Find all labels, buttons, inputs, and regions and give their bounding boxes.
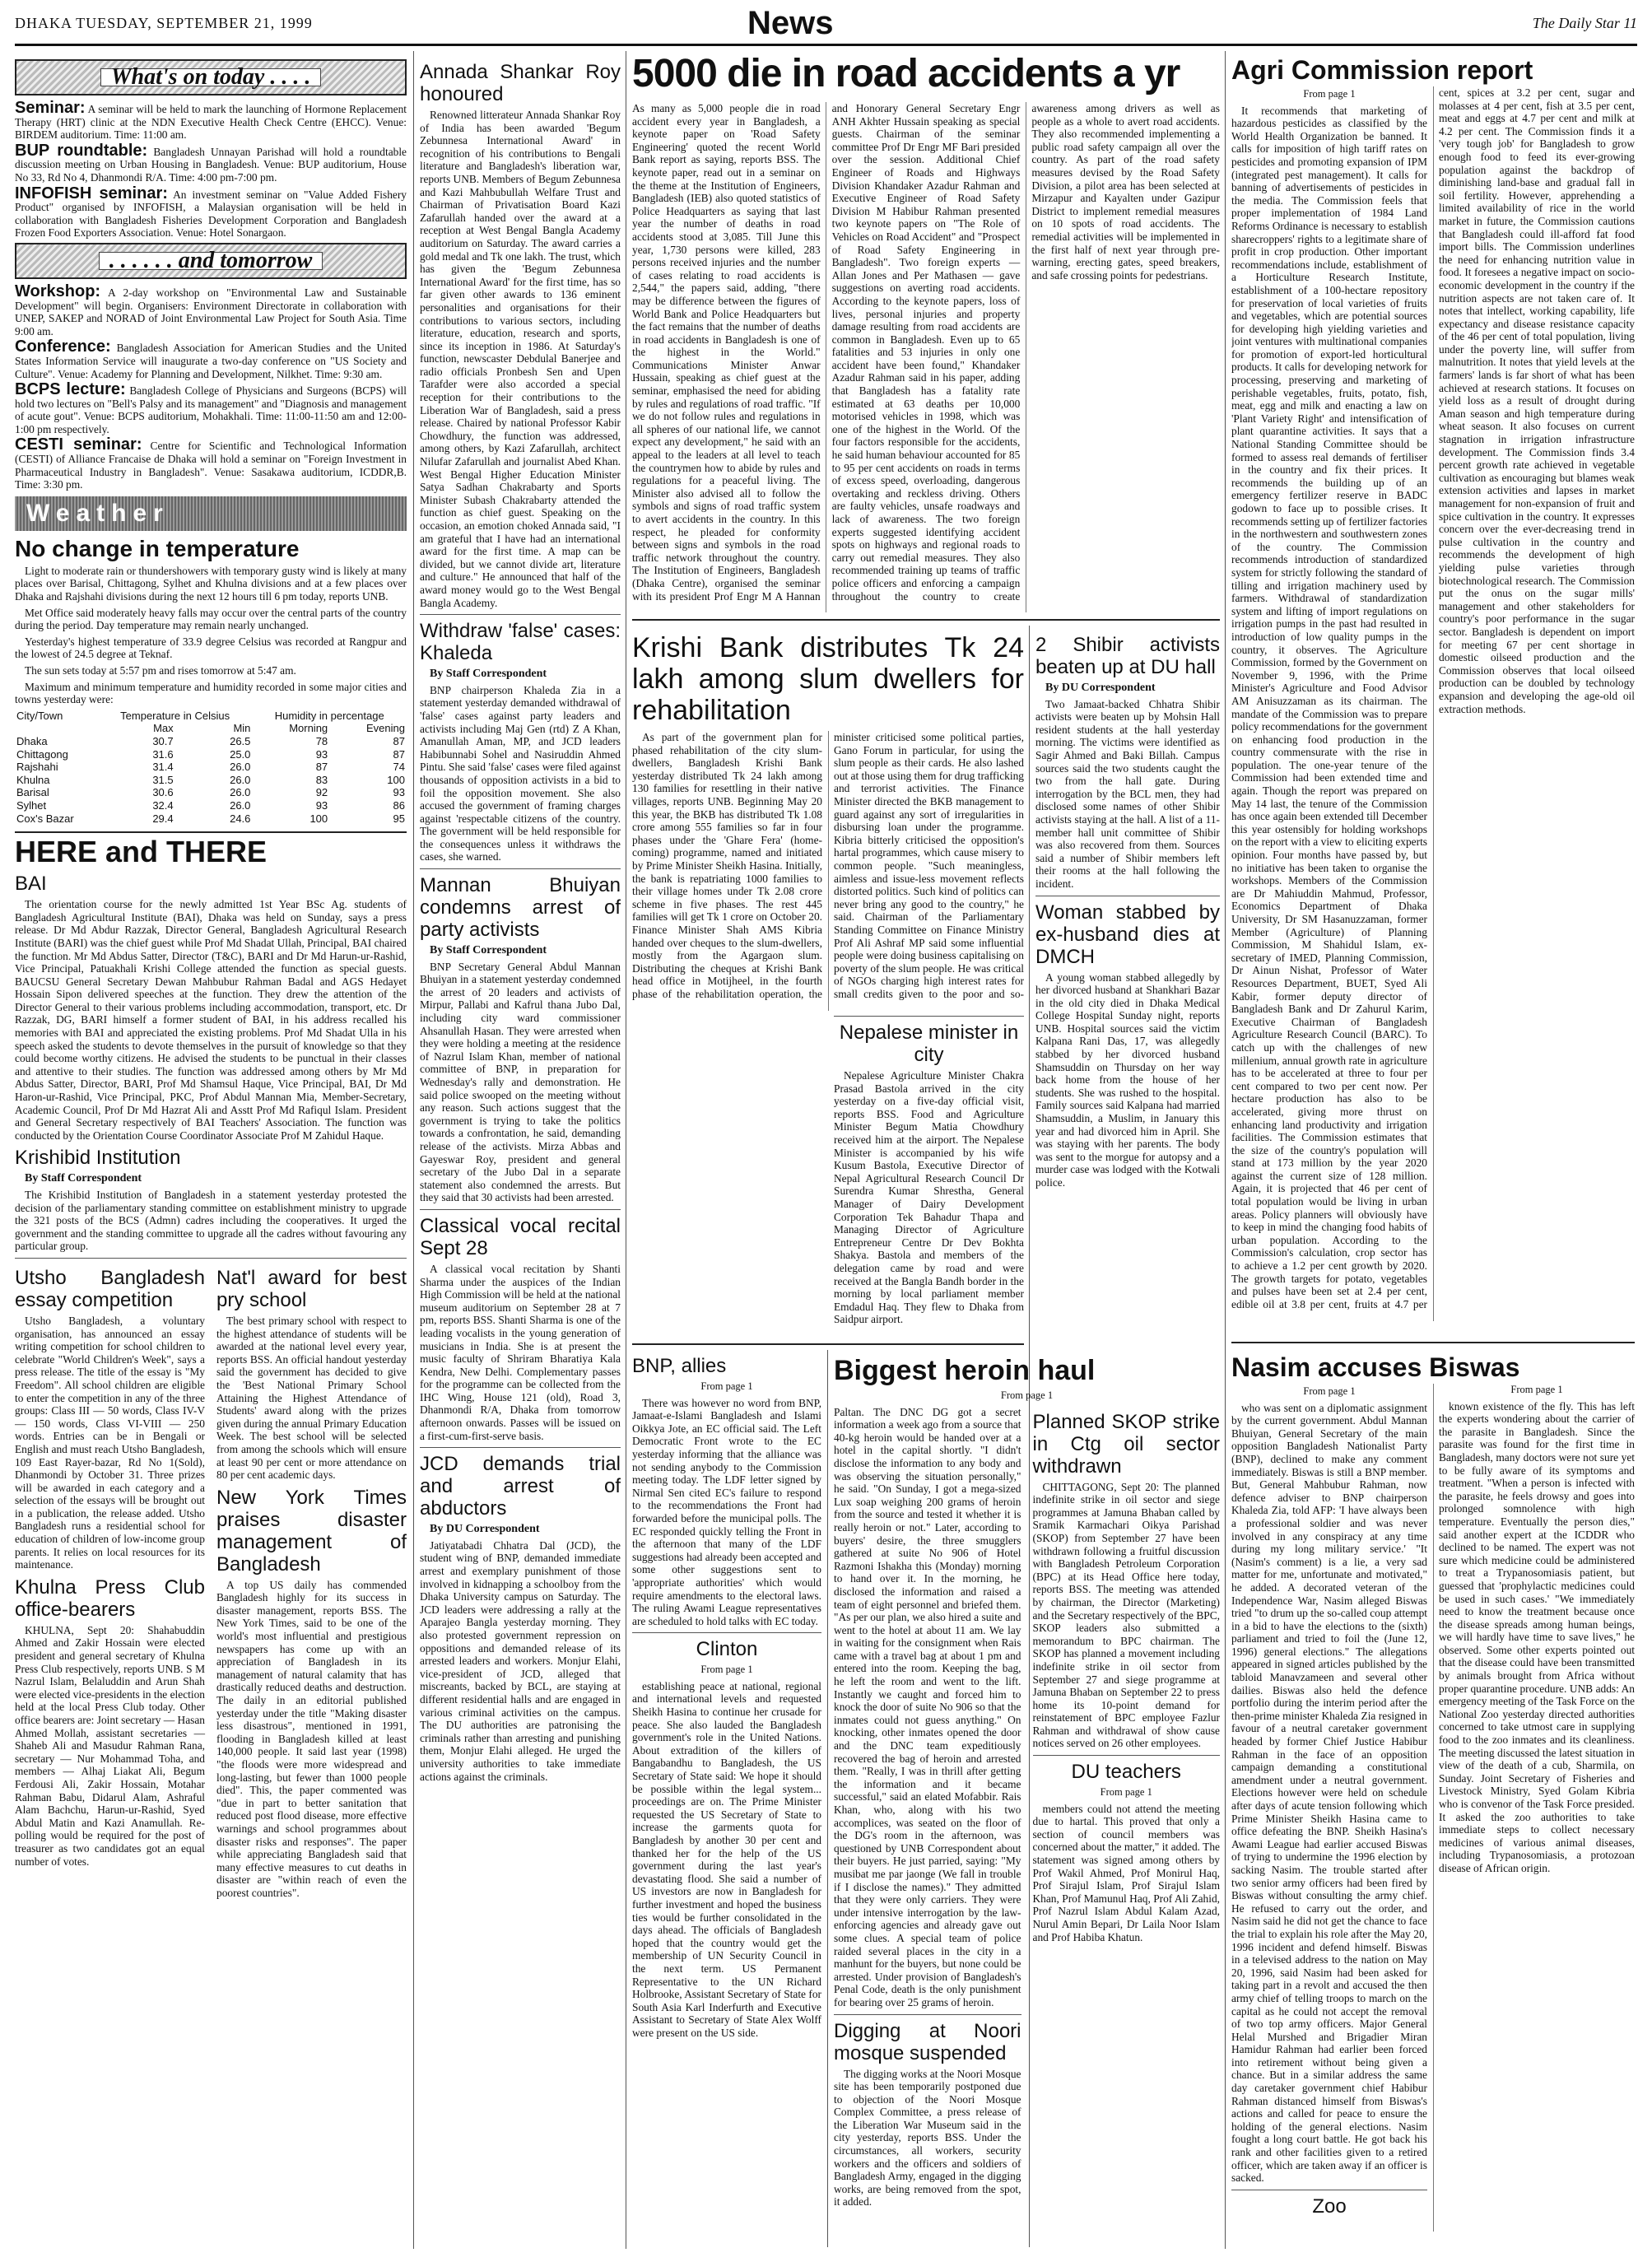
banner-tomorrow xyxy=(15,243,407,279)
table-cell: 26.5 xyxy=(230,734,251,747)
lead-headline: 5000 die in road accidents a yr xyxy=(632,53,1180,95)
table-cell: 95 xyxy=(393,812,405,825)
event-item xyxy=(15,99,407,142)
article-title: Zoo xyxy=(1312,2195,1347,2218)
agri-story xyxy=(1231,53,1635,1338)
article-body: As part of the government plan for phased rehabilitation of the city slum-dwellers, Bangladesh Krishi Bank yesterday distributed Tk 24 lakh among 130 families for resettling in their native villages, reports UNB. Beginning May 20 this year, the BKB has distributed Tk 1.08 crore among 555 families so far in four phases under the 'Ghare Fera' (home-coming) programme, named and initiated by Prime Minister Sheikh Hasina. Initially, the bank is repatriating 1000 families to their village homes under Tk 2.08 crore scheme in five phases. The rest 445 families will get Tk 1 crore on October 20. Finance Minister Shah AMS Kibria handed over cheques to the slum-dwellers, mostly from the Agargaon slum. Distributing the cheques at Krishi Bank head office in Motijheel, in the fourth phase of the rehabilitation operation, the minister criticised some political parties, Gano Forum in particular, for using the slum people as their cards. He also lashed out at those using them for drug trafficking and terrorist activities. The Finance Minister directed the BKB management to guard against any sort of irregularities in disbursing loan under the programme. Kibria bitterly criticised the opposition's hartal programmes, which cause misery to common people. "Such meaningless, aimless and issue-less movement reflects distorted politics. Such kind of politics can never bring any good to the country," he said. Chairman of the Parliamentary Standing Committee on Finance Ministry Prof Ali Ashraf MP said some influential people were doing business capitalising on poverty of the slum people. He was critical of NGOs charging high interest rates for small credits given to the poor and so- xyxy=(632,731,1024,1000)
table-row xyxy=(15,735,407,748)
table-cell: 78 xyxy=(315,734,328,747)
left-subcolumn xyxy=(15,1262,205,1903)
column-rule xyxy=(1225,51,1226,2249)
event-text: Bangladesh Unnayan Parishad will hold a roundtable discussion meeting on Urban Housing in Bangladesh. Venue: BUP auditorium, House No 33, Rd No 4, Dhanmondi R/A. Time: 4:00 pm-7:00 pm. xyxy=(15,145,407,184)
table-cell: Dhaka xyxy=(16,734,48,747)
agri-body-columns xyxy=(1231,86,1635,1321)
heroin-columns xyxy=(834,1406,1220,2212)
article-body: Paltan. The DNC DG got a secret information a week ago from a source that 40-kg heroin would be handed over at a hotel in the capital shortly. "I didn't disclose the information to any body and was observing the situation personally," he said. "On Sunday, I got a mega-sized Lux soap weighing 200 grams of heroin from the source and tested it whether it is really heroin or not." Later, according to buyers' desire, the three smugglers gathered at suite No 906 of Hotel Razmoni Ishakha this (Monday) morning to hand over it. In the morning, he disclosed the information and raised a team of eight personnel and briefed them. "As per our plan, we also hired a suite and went to the hotel at about 11 am. We lay in waiting for the consignment when Rais came with a travel bag at about 1 pm and entered into the room. Keeping the bag, he left the room and went to the lift. Instantly we caught and forced him to knock the door of suite No 906 so that the inmates could not guess anything." On knocking, other inmates opened the door and the DNC team expeditiously recovered the bag of heroin and arrested them. "Really, I was in thrill after getting the information and it became successful," said an elated Mofabbir. Rais Khan, who, along with his two accomplices, was seated on the floor of the DG's room in the afternoon, was questioned by UNB Correspondent about their buyers. He just parried, saying: "My musibat me par jaonge (We fall in trouble if I disclose the names)." They admitted that they were only carriers. They were under intensive interrogation by the law-enforcing agencies and already gave out some clues. A special team of police raided several places in the city in a manhunt for the buyers, but none could be arrested. Under provision of Bangladesh's Penal Code, death is the only punishment for bearing over 25 grams of heroin. xyxy=(834,1405,1021,2008)
article-title: Woman stabbed by ex-husband dies at DMCH xyxy=(1035,901,1220,968)
table-cell: 25.0 xyxy=(230,747,251,761)
column-events xyxy=(15,56,407,2249)
table-cell: 30.7 xyxy=(152,734,174,747)
table-cell: Sylhet xyxy=(16,798,47,812)
event-title: BCPS lecture: xyxy=(15,380,126,399)
krishi-story xyxy=(632,629,1024,1340)
nepal-story xyxy=(834,1022,1024,1326)
article-body: It recommends that marketing of hazardous pesticides as classified by the World Health Organization be banned. It calls for imposition of high tariff rates on pesticides and promoting expansion of IPM (integrated pest management). It calls for banning of advertisements of pesticides in the media. The Commission feels that proper implementation of 1984 Land Reforms Ordinance is necessary to establish sharecroppers' rights to a legitimate share of profit in crop production. Other important recommendations include, establishment of a Horticulture Research Institute, establishment of a 100-hectare repository for preservation of local varieties of fruits and vegetables, which are potential sources for developing high yielding varieties and joint ventures with multinational companies for promotion of export-led horticultural products. It calls for developing network for processing, preserving and marketing of perishable vegetables, fruits, potato, fish, meat, egg and milk and enacting a law on 'Plant Variety Right' and intensification of plant quarantine activities. It says that a National Standing Committee should be formed to assess real demands of fertiliser in the country and fix their prices. It recommends the building up of an emergency fertilizer reserve in BADC godown to face up to possible crises. It recommends setting up of fertilizer factories in the northwestern and southwestern zones of the country. The Commission recommends introduction of standardized system for strictly following the standard of tilling and irrigation machinery used by farmers. Withdrawal of standardization system and lifting of import regulations on irrigation pumps in the past had resulted in introduction of low quality pumps in the country, it observes. The Agriculture Commission, formed by the Government on November 9, 1996, with the Prime Minister's Agriculture and Food Advisor AM Anisuzzaman as its chairman. The mandate of the Commission was to prepare policy recommendations for the government on enhancing food production in the country commensurate with the rise in population. The one-year tenure of the Commission had been extended time and again. Though the report was prepared on May 14 last, the tenure of the Commission has once again been extended till December this year ostensibly for holding workshops on the report with a view to eliciting experts opinion. Four months have passed by, but no initiative has been taken to organise the workshops. Members of the Commission are Dr Mahiuddin Mahmud, Professor, Economics Department of Dhaka University, Dr SM Hasanuzzaman, former Member (Agriculture) of Planning Commission, M Shahidul Islam, ex-secretary of IMED, Planning Commission, Dr Ainun Nishat, Professor of Water Resources Department, BUET, Syed Ali Kabir, former deputy director of Bangladesh Bank and Dr Zahurul Karim, Executive Chairman of Bangladesh Agriculture Research Council (BARC). To catch up with the challenges of new millenium, annual growth rate in agriculture has to be accelerated at three to four per cent compared to two per cent now. Per hectare production has also to be accelerated, giving more thrust on enhancing land productivity and irrigation facilities. The Commission estimates that the size of the country's population will stand at 173 million by the year 2020 against the current size of 128 million. Again, it is projected that 46 per cent of total population would be living in urban areas. Policy planners will obviously have to keep in mind the changing food habits of urban population. According to the Commission's calculation, crop sector has to achieve a 1.2 per cent growth by 2020. The growth targets for potato, vegetables and pulses have been set at 2.4 per cent, edible oil at 3.8 per cent, fruits at 4.7 per cent, spices at 3.2 per cent, sugar and molasses at 4 per cent, fish at 3.5 per cent, meat and eggs at 4.7 per cent and milk at 4.2 per cent. The Commission finds it a 'very tough job' for Bangladesh to grow enough food to feed its ever-growing population against the backdrop of diminishing land-base and gradual fall in soil fertility. However, apprehending a limited availability of rice in the world market in future, the Commission cautions that Bangladesh could ill-afford fat food import bills. The Commission underlines the need for enhancing nutrition value in food. It foresees a negative impact on socio-economic development in the country if the nutrition aspects are not taken care of. It notes that intellect, working capability, life expectancy and disease resistance capacity of the 46 per cent of total population, living under the poverty line, will suffer from malnutrition. It notes that yield levels at the farmers' lands is far short of what has been achieved at research stations. It focuses on yield loss as a result of drought during Aman season and high temperature during wheat season. It also focuses on current stagnation in irrigation infrastructure development. The Commission finds 3.4 percent growth rate achieved in vegetable cultivation as encouraging but blames weak extension activities and lapses in market management for non-expansion of fruit and spice cultivation in the country. It expresses concern over the ever-decreasing trend in pulse cultivation in the country and recommends the development of high yielding pulse varieties through biotechnological research. The Commission put the onus on the sugar mills' management and other stakeholders for country's poor performance in the sugar sector. Bangladesh is dependent on import for meeting 67 per cent shortage in domestic oilseed production and the Commission observes that local oilseed production can be doubled by technology expansion and developing the age-old oil extraction methods. xyxy=(1231,86,1635,1310)
table-cell: 31.5 xyxy=(152,773,174,786)
article-body: known existence of the fly. This has left the experts wondering about the carrier of the parasite in Bangladesh. Since the parasite was found for the first time in Bangladesh, many doctors were not sure yet to be fully aware of its symptoms and treatment. "When a person is infected with the parasite, he feels drowsy and goes into prolonged somnolence with high temperature. Eventually the person dies," said another expert at the ICDDR who declined to be named. The expert was not sure which medicine could be administered to treat a Trypanosomiasis patient, but guessed that 'prophylactic medicines could be used in such cases.' "We immediately need to know the treatment because once the disease spreads among human beings, we will hardly have time to save lives," he observed. Some other experts pointed out that the disease could have been transmitted by animals brought from Africa without proper quarantine procedure. UNB adds: An emergency meeting of the Task Force on the National Zoo yesterday directed authorities concerned to take utmost care in supplying food to the zoo inmates and its cleanliness. The meeting discussed the latest situation in view of the death of a cub, Sharmila, on Sunday. Joint Secretary of Fisheries and Livestock Ministry, Syed Golam Kibria who is convenor of the Task Force presided. It asked the zoo authorities to take immediate steps to collect necessary medicines of various animal diseases, including Trypanosomiasis, a protozoan disease of African origin. xyxy=(1439,1399,1635,1874)
column-rule xyxy=(413,51,414,2249)
table-cell: 26.0 xyxy=(230,798,251,812)
table-header-cell: Max xyxy=(153,722,174,735)
article-body: Jatiyatabadi Chhatra Dal (JCD), the student wing of BNP, demanded immediate arrest and exemplary punishment of those involved in kidnapping a schoolboy from the Dhaka University campus on Saturday. The JCD leaders were addressing a rally at the Aparajeo Bangla yesterday morning. They also protested government repression on oppositions and demanded release of its arrested leaders and workers. Monjur Elahi, vice-president of JCD, alleged that miscreants, backed by BCL, are staying at different residential halls and are engaged in various criminal activities on the campus. The DU authorities are patronising the criminals rather than arresting and punishing them, Monjur Elahi alleged. He urged the university authorities to take immediate actions against the criminals. xyxy=(420,1538,621,1783)
table-header-cell: Morning xyxy=(289,722,328,735)
article-title: BAI xyxy=(15,873,47,896)
jump-line: From page 1 xyxy=(1303,1385,1356,1397)
article-body: KHULNA, Sept 20: Shahabuddin Ahmed and Zakir Hossain were elected president and general secretary of Khulna Press Club respectively, reports UNB. S M Nazrul Islam, Belaluddin and Arun Shah were elected vice-presidents in the election held at the local Press Club today. Other office bearers are: Joint secretary — Hasan Ahmed Mollah, assistant secretaries — Shaheb Ali and Masudur Rahman Rana, secretary — Nur Mohammad Toha, and members — Alhaj Liakat Ali, Begum Ferdousi Ali, Zakir Hossain, Motahar Rahman Babu, Didarul Alam, Ashraful Alam Bachchu, Harun-ur-Rashid, Syed Abdul Matin and Kazi Anamullah. Re-polling would be required for the post of treasurer as two candidates got an equal number of votes. xyxy=(15,1623,206,1868)
article-body: A classical vocal recitation by Shanti Sharma under the auspices of the Indian High Commission will be held at the national museum auditorium on September 28 at 7 pm, reports BSS. Shanti Sharma is one of the leading vocalists in the young generation of musicians in India. She is at present the music faculty of Shriram Bharatiya Kala Kendra, New Delhi. Complementary passes for the programme can be collected from the IHC Wing, House 121 (old), Road 3, Dhanmondi R/A, Dhaka from tomorrow afternoon onwards. Passes will be issued on a first-cum-first-serve basis. xyxy=(420,1262,621,1442)
article-body: A young woman stabbed allegedly by her divorced husband at Shankhari Bazar in the old city died in Dhaka Medical College Hospital Sunday night, reports UNB. Hospital sources said the victim Kalpana Rani Das, 17, was allegedly stabbed by her divorced husband Shamsuddin on Thursday on her way back home from the house of her students. She was rushed to the hospital. Family sources said Kalpana had married Shamsuddin, a Muslim, in January this year and had divorced him in April. She was staying with her parents. The body was sent to the morgue for autopsy and a murder case was lodged with the Kotwali police. xyxy=(1035,970,1220,1189)
event-text: Bangladesh Association for American Studies and the United States Information Service will inaugurate a two-day conference on "US Society and Culture". Venue: Academy for Planning and Development, Nilkhet. Time: 9:30 am. xyxy=(15,342,407,380)
table-cell: 86 xyxy=(393,798,405,812)
jump-line: From page 1 xyxy=(1100,1786,1152,1799)
article-body: A top US daily has commended Bangladesh highly for its success in disaster management, reports BSS. The New York Times, said to be one of the world's most influential and prestigious newspapers has come up with an appreciation of Bangladesh in its management of natural calamity that has drastically reduced deaths and destruction. The daily in an editorial published yesterday under the title "Making disaster less disastrous", mentioned in 1991, flooding in Bangladesh killed at least 140,000 people. It said last year (1998) "the floods were more widespread and long-lasting, but fewer than 1000 people died". This, the paper commented was "due in part to better sanitation that reduced post flood disease, more effective warnings and school programmes about disaster risks and responses". The paper while appreciating Bangladesh said that many effective measures to cut deaths in disaster are "within reach of even the poorest countries". xyxy=(216,1578,407,1899)
dateline: DHAKA TUESDAY, SEPTEMBER 21, 1999 xyxy=(15,15,313,31)
article-body: The best primary school with respect to the highest attendance of students will be awarded at the national level every year, reports BSS. An official handout yesterday said the government has decided to give the 'Best National Primary School Attaining the Highest Attendance of Students' award along with the prizes given during the annual Primary Education Week. The best school will be selected from among the schools which will ensure at least 90 per cent or more attendance on 80 per cent academic days. xyxy=(216,1314,407,1482)
event-text: A seminar will be held to mark the launching of Hormone Replacement Therapy (HRT) clinic at the NDN Executive Health Check Centre (EHCC). Venue: BIRDEM auditorium. Time: 11:00 am. xyxy=(15,103,407,142)
table-cell: 87 xyxy=(315,761,328,774)
table-cell: 74 xyxy=(393,761,405,774)
byline: By DU Correspondent xyxy=(430,1523,540,1536)
article-body: The Krishibid Institution of Bangladesh in a statement yesterday protested the decision of the parliamentary standing committee on establishment ministry to upgrade the 321 posts of the BCS (Admn) cadres including the cooperatives. It urged the government and the standing committee to upgrade all the cadres without favouring any particular group. xyxy=(15,1189,407,1253)
table-header-cell: Temperature in Celsius xyxy=(120,709,230,722)
event-item xyxy=(15,337,407,380)
jump-line: From page 1 xyxy=(1000,1389,1054,1401)
jump-line: From page 1 xyxy=(700,1664,753,1676)
table-cell: 24.6 xyxy=(230,812,251,825)
jump-line: From page 1 xyxy=(1510,1384,1563,1395)
banner-tomorrow-label: . . . . . . and tomorrow xyxy=(99,252,323,270)
table-row xyxy=(15,761,407,774)
byline: By DU Correspondent xyxy=(1045,682,1156,694)
article-body: members could not attend the meeting due to hartal. This proved that only a section of council members was concerned about the matter," it added. The statement was signed among others by Prof Wakil Ahmed, Prof Monirul Haq, Prof Sirajul Islam, Prof Sirajul Islam Khan, Prof Mamunul Haq, Prof Ali Zahid, Prof Nazrul Islam Abdul Kalam Azad, Nurul Amin Bepari, Dr Laila Noor Islam and Prof Habiba Khatun. xyxy=(1032,1802,1220,1943)
table-cell: 100 xyxy=(309,812,328,825)
table-cell: Cox's Bazar xyxy=(16,812,74,825)
masthead xyxy=(15,5,1637,46)
event-text: Centre for Scientific and Technological Information (CESTI) of Alliance Francaise de Dhaka will hold a seminar on "Foreign Investment in Pharmaceutical Industry in Bangladesh". Venue: Sasakawa auditorium, ICDDR,B. Time: 3:30 pm. xyxy=(15,440,407,491)
article-title: 2 Shibir activists beaten up at DU hall xyxy=(1035,634,1220,678)
event-text: An investment seminar on "Value Added Fishery Product" organised by INFOFISH, a Malaysian organisation will be held in collaboration with Bangladesh Fisheries Development Corporation and Bangladesh Frozen Food Exporters Association. Venue: Hotel Sonargaon. xyxy=(15,188,407,240)
event-text: Bangladesh College of Physicians and Surgeons (BCPS) will hold two lectures on "Bell's Palsy and its management" and "Diagnosis and management of acute gout". Venue: BCPS auditorium, Mohakhali. Time: 11:00-11:50 am and 12:00-1:00 pm respectively. xyxy=(15,384,407,435)
table-cell: 26.0 xyxy=(230,786,251,799)
article-body: Nepalese Agriculture Minister Chakra Prasad Bastola arrived in the city yesterday on a five-day official visit, reports BSS. Food and Agriculture Minister Begum Matia Chowdhury received him at the airport. The Nepalese Minister is accompanied by his wife Kusum Bastola, Executive Director of Nepal Agricultural Research Council Dr Surendra Kumar Shrestha, General Manager of Dairy Development Corporation Tek Bahadur Thapa and Managing Director of Agriculture Entrepreneur Centre Dr Dev Bokhta Shakya. Bastola and members of the delegation came by road and were received at the Bangla Bandh border in the morning by local parliament member Emdadul Haq. They flew to Dhaka from Saidpur airport. xyxy=(834,1069,1024,1326)
lead-body-columns xyxy=(632,102,1220,612)
jump-line: From page 1 xyxy=(1303,88,1356,100)
section-rule xyxy=(1231,1342,1635,1343)
article-body: Renowned litterateur Annada Shankar Roy of India has been awarded 'Begum Zebunnesa International Award' in recognition of his contributions to Bengali literature and Bangladesh's liberation war, reports UNB. Members of Begum Zebunnesa and Kazi Mahbubullah Welfare Trust and Chairman of Privatisation Board Kazi Zafarullah handed over the award at a reception at West Bengal Bangla Academy auditorium on Saturday. The award carries a gold medal and Tk one lakh. The trust, which has given the 'Begum Zebunnesa International Award' for the first time, has so far given other awards to 136 eminent personalities and organisations for their contributions to various sectors, including literature, education, research and sports, since its inception in 1986. At Saturday's function, newscaster Debdulal Banerjee and radio officials Pronbesh Sen and Upen Tarafder were also accorded a special reception for their contributions to the Liberation War of Bangladesh, said a press release. Chaired by national Professor Kabir Chowdhury, the function was addressed, among others, by Kazi Zafarullah, architect Nilufar Zafarullah and journalist Abed Khan. West Bengal Higher Education Minister Satya Sadhan Chakrabarty and Sports Minister Subash Chakrabarty attended the function as chief guest. Speaking on the occasion, an emotion choked Annada said, "I am grateful that I have had an international award for the first time. A map can be divided, but we cannot divide art, literature and culture." He announced that half of the award money would go to the West Bengal Bangla Academy. xyxy=(420,109,621,609)
weather-band: Weather xyxy=(15,496,407,531)
table-cell: 32.4 xyxy=(152,798,174,812)
lead-story xyxy=(632,53,1220,616)
article-body: establishing peace at national, regional and international levels and requested Sheikh Hasina to continue her crusade for peace. She also lauded the Bangladesh government's role in the United Nations. About extradition of the killers of Bangabandhu to Bangladesh, the US Secretary of State said: We hope it should be possible within the legal system... proceedings are on. The Prime Minister requested the US Secretary of State to increase the garments quota for Bangladesh by another 30 per cent and thanked her for the help of the US government during the last year's devastating flood. She said a number of US investors are now in Bangladesh for further investment and hoped the business ties would be further consolidated in the days ahead. The officials of Bangladesh hoped that the country would get the membership of UN Security Council in the next term. US Permanent Representative to the UN Richard Holbrooke, Assistant Secretary of State for South Asia Karl Inderfurth and Executive Assistant to Secretary of State Alex Wolff were present on the US side. xyxy=(632,1679,821,2039)
article-headline: Biggest heroin haul xyxy=(834,1355,1096,1386)
event-item xyxy=(15,184,407,240)
table-cell: 83 xyxy=(315,773,328,786)
table-cell: 26.0 xyxy=(230,761,251,774)
weather-para: Light to moderate rain or thundershowers with temporary gusty wind is likely at many places over Barisal, Chittagong, Sylhet and Khulna divisions and at a few places over Dhaka and Rajshahi divisions during the next 12 hours till 6 pm today, reports UNB. xyxy=(15,564,407,603)
article-body: There was however no word from BNP, Jamaat-e-Islami Bangladesh and Islami Oikkya Jote, an EC official said. The Left Democratic Front wrote to the EC yesterday informing that the alliance was not sending anybody to the Commission meeting today. The LDF letter signed by Nirmal Sen cited EC's failure to respond to the recommendations the Front had forwarded before the municipal polls. The EC responded quickly telling the Front in the afternoon that many of the LDF suggestions had already been accepted and some other suggestions sent to 'appropriate authorities' which would require amendments to the electoral laws. The ruling Awami League representatives are scheduled to hold talks with EC today. xyxy=(632,1396,821,1627)
article-headline: Agri Commission report xyxy=(1231,55,1533,85)
article-body: BNP chairperson Khaleda Zia in a statement yesterday demanded withdrawal of 'false' cases against party leaders and activists including Maj Gen (rtd) Z A Khan, Amanullah Aman, MP, and JCD leaders Habibunnabi Sohel and Nasiruddin Ahmed Pintu. She said 'false' cases were filed against thousands of opposition activists in a bid to foil the opposition movement. She also accused the government of framing charges against 'respectable citizens of the country. The government will be held responsible for the consequences unless it withdraws the cases, she warned. xyxy=(420,683,621,863)
table-cell: 31.6 xyxy=(152,747,174,761)
weather-para: Met Office said moderately heavy falls may occur over the central parts of the country during the period. Day temperature may remain nearly unchanged. xyxy=(15,606,407,632)
weather-para: Yesterday's highest temperature of 33.9 degree Celsius was recorded at Rangpur and the lowest of 24.5 degree at Teknaf. xyxy=(15,635,407,661)
event-item xyxy=(15,380,407,435)
article-title: DU teachers xyxy=(1071,1761,1181,1784)
column-bnp xyxy=(632,1350,821,2247)
event-title: INFOFISH seminar: xyxy=(15,184,168,202)
article-title: Digging at Noori mosque suspended xyxy=(834,2019,1021,2064)
table-header xyxy=(15,710,407,723)
table-cell: 92 xyxy=(315,786,328,799)
event-item xyxy=(15,141,407,184)
article-body: Utsho Bangladesh, a voluntary organisation, has announced an essay writing competition for school children to celebrate "World Children's Week", says a press release. The title of the essay is "My Freedom". All school children are eligible to enter the competition in any of the three groups: Class III — 50 words, Class IV-V — 150 words, Class VI-VIII — 250 words. Entries can be in Bengali or English and must reach Utsho Bangladesh, 109 East Rayer-bazar, Rd No 1(Sold), Dhanmondi by October 31. Three prizes will be awarded in each category and a selection of the essays will be brought out in a publication, the release added. Utsho Bangladesh runs a residential school for education of children of low-income group parents. It relies on local resources for its maintenance. xyxy=(15,1314,205,1571)
event-item xyxy=(15,282,407,337)
event-title: Seminar: xyxy=(15,99,86,117)
right-subcolumn xyxy=(1033,1406,1221,2212)
section-title: News xyxy=(747,5,834,41)
article-title: Nat'l award for best pry school xyxy=(216,1266,407,1311)
article-title: Planned SKOP strike in Ctg oil sector withdrawn xyxy=(1032,1410,1220,1478)
table-cell: Barisal xyxy=(16,786,49,799)
event-title: Conference: xyxy=(15,337,111,356)
twin-columns xyxy=(15,1262,407,1903)
event-title: BUP roundtable: xyxy=(15,141,148,160)
article-body: The orientation course for the newly admitted 1st Year BSc Ag. students of Bangladesh Agricultural Institute (BAI), Dhaka was held on Sunday, says a press release. Dr Md Abdur Razzak, Director General, Bangladesh Agricultural Research Institute (BARI) was the chief guest while Prof Md Shadat Ullah, Principal, BAI chaired the function. Mr Md Abdus Satter, Director (T&C), BARI and Dr Md Harun-ur-Rashid, Vice Principal, Patuakhali Krishi College attended the function as special guests. BAUCSU General Secretary Dewan Mahbubur Rahman Badal and AGS Hedayet Hossain Sipon delivered speeches at the function. They drew the attention of the Director General to their various problems including accommodation, transport, etc. Dr Razzak, DG, BARI himself a former student of BAI, in his address recalled his memories with BAI and appreciated the existing problems. Prof Md Shadat Ulla in his speech asked the students to devote themselves in the pursuit of knowledge so that they could become worthy citizens. He advised the students to be punctual in their classes and attentive to their studies. The function was addressed among others by Mr Md Abdus Satter, Director, BARI, Prof Md Shamsul Haque, Vice Principal, BAI, Dr Md Haron-ur-Rashid, Vice Principal, PKC, Prof Abdul Mannan Mia, Member-Secretary, Academic Council, Prof Dr Md Hazrat Ali and Asstt Prof Md Rafiqul Islam. President and General Secretary respectively of BAI Teachers' Association. The function was conducted by the Orientation Course Coordinator Associate Prof M Zahidul Haque. xyxy=(15,898,407,1142)
jump-line: From page 1 xyxy=(700,1380,753,1392)
weather-para: Maximum and minimum temperature and humidity recorded in some major cities and towns yesterday were: xyxy=(15,680,407,706)
krishi-body-columns xyxy=(632,731,1024,1011)
table-header-cell: Humidity in percentage xyxy=(274,709,384,722)
banner-today xyxy=(15,59,407,95)
article-title: Clinton xyxy=(696,1638,758,1661)
paper-name: The Daily Star 11 xyxy=(1532,15,1637,31)
table-row xyxy=(15,786,407,799)
column-second xyxy=(420,56,621,2249)
table-row xyxy=(15,812,407,826)
article-title: Classical vocal recital Sept 28 xyxy=(420,1214,621,1259)
table-subheader xyxy=(15,722,407,735)
table-cell: Khulna xyxy=(16,773,50,786)
weather-para: The sun sets today at 5:57 pm and rises tomorrow at 5:47 am. xyxy=(25,664,296,677)
article-body: Two Jamaat-backed Chhatra Shibir activists were beaten up by Mohsin Hall resident students at the hall yesterday morning. The victims were identified as Sagir Ahmed and Baki Billah. Campus sources said the two students caught the two from the hall gate. During interrogation by the BCL men, they had disclosed some names of other Shibir activists staying at the hall. A list of a 11-member hall unit committee of Shibir was also recovered from them. Sources said a number of Shibir members left their rooms at the hall following the incident. xyxy=(1035,697,1220,890)
table-cell: 87 xyxy=(393,747,405,761)
table-cell: 93 xyxy=(315,798,328,812)
table-cell: 93 xyxy=(393,786,405,799)
nasim-story xyxy=(1231,1350,1635,2247)
table-row xyxy=(15,799,407,812)
article-body: CHITTAGONG, Sept 20: The planned indefinite strike in oil sector and siege programmes at Jamuna Bhaban called by Sramik Karmachari Oikya Parishad (SKOP) from September 27 have been withdrawn following a fruitful discussion with Bangladesh Petroleum Corporation (BPC) at its Head Office here today, reports BSS. The meeting was attended by chairman, the Director (Marketing) and the Secretary respectively of the BPC, SKOP leaders also submitted a memorandum to BPC chairman. The SKOP has planned a movement including indefinite strike in oil sector from September 27 and siege programme at Jamuna Bhaban on September 22 to press home its 10-point demand for reinstatement of BPC employee Fazlur Rahman and withdrawal of show cause notices served on 26 other employees. xyxy=(1032,1480,1220,1750)
weather-table xyxy=(15,710,407,825)
left-subcolumn xyxy=(834,1406,1021,2212)
article-title: Khulna Press Club office-bearers xyxy=(15,1575,205,1621)
here-there-title: HERE and THERE xyxy=(15,835,268,869)
table-header-cell: City/Town xyxy=(16,709,63,722)
table-cell: Chittagong xyxy=(16,747,68,761)
event-title: Workshop: xyxy=(15,282,101,300)
article-title: New York Times praises disaster management of Bangladesh xyxy=(216,1486,407,1575)
table-row xyxy=(15,774,407,787)
table-header-cell: Min xyxy=(233,722,251,735)
weather-headline: No change in temperature xyxy=(15,535,300,561)
byline: By Staff Correspondent xyxy=(430,944,547,957)
article-title: Annada Shankar Roy honoured xyxy=(420,61,621,105)
article-headline: Nasim accuses Biswas xyxy=(1231,1352,1520,1382)
section-rule xyxy=(632,1343,1024,1345)
article-title: Nepalese minister in city xyxy=(839,1022,1019,1066)
article-title: Withdraw 'false' cases: Khaleda xyxy=(420,620,621,665)
article-body: BNP Secretary General Abdul Mannan Bhuiyan in a statement yesterday condemned the arrest of 20 leaders and activists of Mirpur, Pallabi and Kafrul thana Jubo Dal, including city ward commissioner Ahsanullah Hasan. They were arrested when they were holding a meeting at the residence of Nazrul Islam Khan, member of national committee of BNP, in preparation for Wednesday's rally and demonstration. He said police swooped on the meeting without any reason. Such actions suggest that the government is trying to take the politics towards a confrontation, he said, demanding release of the activists. Mirza Abbas and Gayeswar Roy, president and general secretary of the Jubo Dal in a separate statement also condemned the arrests. But they said that 30 activists had been arrested. xyxy=(420,960,621,1204)
table-header-cell xyxy=(15,722,98,735)
table-row xyxy=(15,748,407,761)
article-title: JCD demands trial and arrest of abductors xyxy=(420,1453,621,1520)
table-cell: 30.6 xyxy=(152,786,174,799)
column-shibir xyxy=(1035,629,1220,1340)
table-cell: 87 xyxy=(393,734,405,747)
table-cell: 29.4 xyxy=(152,812,174,825)
banner-today-label: What's on today . . . . xyxy=(100,68,322,86)
article-title: BNP, allies xyxy=(632,1355,727,1377)
column-rule xyxy=(827,1350,828,2247)
right-subcolumn xyxy=(216,1262,407,1903)
article-body: who was sent on a diplomatic assignment by the current government. Abdul Mannan Bhuiyan, General Secretary of the main opposition Bangladesh Nationalist Party (BNP), declined to make any comment immediately. Biswas is still a BNP member. But, General Mahbubur Rahman, now defence adviser to BNP chairperson Khaleda Zia, told AFP: 'I have always been a professional soldier and was never involved in any conspiracy at any time during my long military service.' "It (Nasim's comment) is a lie, a very sad matter for me, unfortunate and motivated," he added. A decorated veteran of the Independence War, Nasim alleged Biswas tried "to drum up the so-called coup attempt in a bid to have the elections to the (sixth) parliament and tried to foil the (June 12, 1996) general elections." The allegations appeared in signed articles published by the tabloid Manavzameen and several other dailies. Biswas also held the defence portfolio during the interim period after the then-prime minister Khaleda Zia resigned in favour of a neutral caretaker government headed by former Chief Justice Habibur Rahman in the face of an opposition campaign demanding a constitutional amendment under a neutral government. Elections however were held on schedule after days of acute tension following which Prime Minister Sheikh Hasina came to office defeating the BNP. Sheikh Hasina's Awami League had earlier accused Biswas of trying to undermine the 1996 election by sacking Nasim. The trouble started after two senior army officers had been fired by Biswas without consulting the army chief. He refused to carry out the order, and Nasim said he did not get the chance to face the trial to explain his role after the May 20, 1996 incident and defend himself. Biswas in a televised address to the nation on May 20, 1996, said Nasim had been asked for taking part in a revolt and accused the then army chief of telling troops to march on the capital as he could not accept the removal of two top army officers. Major General Helal Murshed and Brigadier Miran Hamidur Rahman had earlier been forced into retirement without being given a chance. But in a similar address the same day caretaker government chief Habibur Rahman distanced himself from Biswas's actions and called for peace to ensure the holding of the general elections. Nasim fought a long court battle. He got back his rank and other facilities given to a retired officer, which are taken away if an officer is sacked. xyxy=(1231,1401,1427,2185)
byline: By Staff Correspondent xyxy=(430,668,547,681)
article-title: Utsho Bangladesh essay competition xyxy=(15,1266,205,1311)
table-cell: 100 xyxy=(387,773,405,786)
heroin-story xyxy=(834,1350,1220,2247)
nasim-body-columns xyxy=(1231,1384,1635,2232)
article-body: As many as 5,000 people die in road accident every year in Bangladesh, a keynote paper on 'Road Safety Engineering' quoted the recent World Bank report as saying, reports BSS. The keynote paper, read out in a seminar on the theme at the Institution of Engineers, Bangladesh (IEB) also quoted statistics of Police Headquarters as saying that last year the number of deaths in road accidents stood at 3,085. Till June this year, 1,730 persons were killed, 283 persons received injuries and the number of cases relating to road accidents is 2,544," the papers said, adding, "there may be difference between the figures of World Bank and Police Headquarters but the fact remains that the number of deaths in road accidents in Bangladesh is one of the highest in the World." Communications Minister Anwar Hussain, speaking as chief guest at the seminar, emphasised the need for abiding by rules and regulations of road traffic. "If we do not follow rules and regulations in all spheres of our national life, we cannot expect any development," he said with an appeal to the leaders at all level to teach the countrymen how to abide by rules and regulations for a peaceful living. The Minister also advised all to follow the symbols and signs of road traffic system to avert accidents in the country. In this respect, he pleaded for conformity between signs and symbols in the road traffic network throughout the country. The Institution of Engineers, Bangladesh (Dhaka Centre), organised the seminar with its president Prof Engr M A Hannan and Honorary General Secretary Engr ANH Akhter Hussain speaking as special guests. Chairman of the seminar committee Prof Dr Engr MF Bari presided over the session. Additional Chief Engineer of Roads and Highways Division Khandaker Azadur Rahman and Executive Engineer of Road Safety Division M Habibur Rahman presented two keynote papers on "The Role of Vehicles on Road Accident" and "Prospect of Road Safety Engineering in Bangladesh". Two foreign experts — Allan Jones and Per Mathasen — gave suggestions on averting road accidents. According to the keynote papers, loss of lives, personal injuries and property damage resulting from road accidents are common in Bangladesh. Even up to 65 fatalities and 53 injuries in only one accident have been found," Khandaker Azadur Rahman said in his paper, adding that Bangladesh has a fatality rate estimated at 63 deaths per 10,000 motorised vehicles in 1998, which was one of the highest in the World. Of the four factors responsible for the accidents, he said human behaviour accounted for 85 to 95 per cent accidents on roads in terms of excess speed, overloading, dangerous overtaking and reckless driving. Others are faulty vehicles, unsafe roadways and lack of awareness. The two foreign experts suggested identifying accident spots on highways and regional roads to carry out remedial measures. They also recommended training up teams of traffic police officers and enforcing a campaign throughout the country to create awareness among drivers as well as people as a whole to avert road accidents. They also recommended implementing a public road safety campaign all over the country. As part of the road safety measures devised by the Road Safety Division, a pilot area has been selected at Mirzapur and Kayalten under Gazipur District to implement remedial measures on 10 spots of road accidents. The remedial activities will be implemented in the first half of next year through pre-warning, erecting gates, speed breakers, and safe crossing points for pedestrians. xyxy=(632,102,1220,603)
table-cell: Rajshahi xyxy=(16,761,58,774)
table-cell: 26.0 xyxy=(230,773,251,786)
event-item xyxy=(15,435,407,491)
table-header-cell: Evening xyxy=(366,722,405,735)
table-cell: 31.4 xyxy=(152,761,174,774)
byline: By Staff Correspondent xyxy=(25,1172,142,1185)
event-title: CESTI seminar: xyxy=(15,435,142,454)
article-title: Krishibid Institution xyxy=(15,1147,181,1170)
table-cell: 93 xyxy=(315,747,328,761)
article-title: Mannan Bhuiyan condemns arrest of party activists xyxy=(420,874,621,942)
article-body: The digging works at the Noori Mosque site has been temporarily postponed due to objection of the Noori Mosque Complex Committee, a press release of the Liberation War Museum said in the city yesterday, reports BSS. Under the circumstances, all workers, security workers and the officers and soldiers of Bangladesh Army, engaged in the digging works, are being removed from the spot, it added. xyxy=(834,2067,1021,2208)
event-text: A 2-day workshop on "Environmental Law and Sustainable Development" will begin. Organisers: Environment Directorate in collaboration with UNEP, SAKEP and NORAD of Joint Environmental Law Project for South Asia. Time 9:00 am. xyxy=(15,286,407,337)
article-headline: Krishi Bank distributes Tk 24 lakh among slum dwellers for rehabilitation xyxy=(632,632,1024,726)
section-rule xyxy=(632,619,1220,621)
